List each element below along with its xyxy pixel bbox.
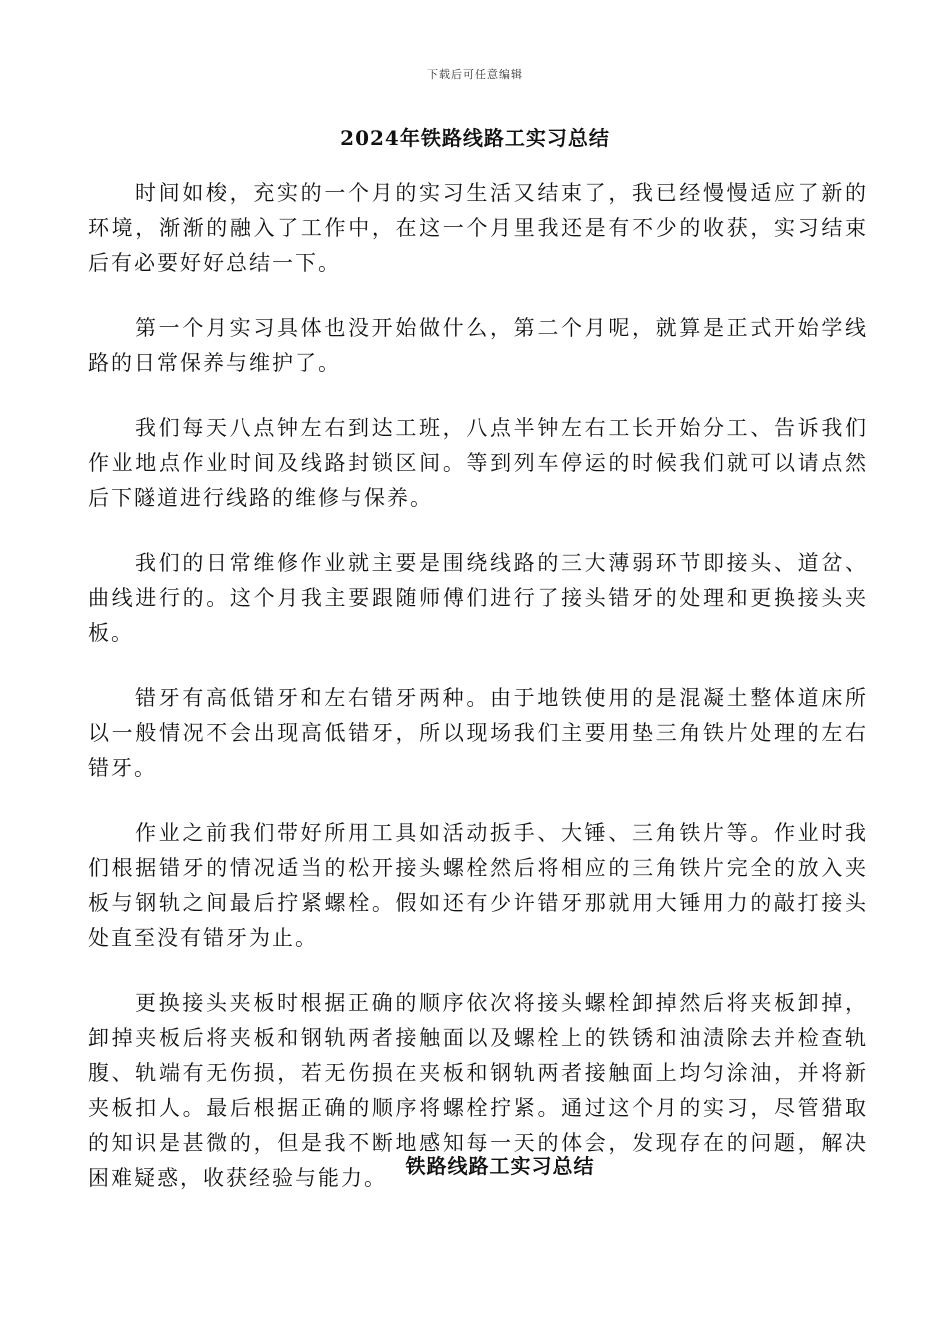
document-body <box>88 176 868 1226</box>
second-document-title: 铁路线路工实习总结 <box>405 1154 595 1178</box>
paragraph: 我们的日常维修作业就主要是围绕线路的三大薄弱环节即接头、道岔、曲线进行的。这个月我主要跟随师傅们进行了接头错牙的处理和更换接头夹板。 <box>88 551 868 645</box>
paragraph: 时间如梭，充实的一个月的实习生活又结束了，我已经慢慢适应了新的环境，渐渐的融入了工作中，在这一个月里我还是有不少的收获，实习结束后有必要好好总结一下。 <box>88 181 868 275</box>
paragraph: 错牙有高低错牙和左右错牙两种。由于地铁使用的是混凝土整体道床所以一般情况不会出现高低错牙，所以现场我们主要用垫三角铁片处理的左右错牙。 <box>88 686 868 780</box>
paragraph: 我们每天八点钟左右到达工班，八点半钟左右工长开始分工、告诉我们作业地点作业时间及线路封锁区间。等到列车停运的时候我们就可以请点然后下隧道进行线路的维修与保养。 <box>88 416 868 510</box>
header-note: 下载后可任意编辑 <box>427 68 523 81</box>
paragraph: 更换接头夹板时根据正确的顺序依次将接头螺栓卸掉然后将夹板卸掉，卸掉夹板后将夹板和钢轨两者接触面以及螺栓上的铁锈和油渍除去并检查轨腹、轨端有无伤损，若无伤损在夹板和钢轨两者接触面上均匀涂油，并将新夹板扣人。最后根据正确的顺序将螺栓拧紧。通过这个月的实习，尽管猎取的知识是甚微的，但是我不断地感知每一天的体会，发现存在的问题，解决困难疑惑，收获经验与能力。 <box>88 991 868 1190</box>
paragraph: 作业之前我们带好所用工具如活动扳手、大锤、三角铁片等。作业时我们根据错牙的情况适当的松开接头螺栓然后将相应的三角铁片完全的放入夹板与钢轨之间最后拧紧螺栓。假如还有少许错牙那就用大锤用力的敲打接头处直至没有错牙为止。 <box>88 821 868 950</box>
document-title: 2024年铁路线路工实习总结 <box>340 126 610 150</box>
paragraph: 第一个月实习具体也没开始做什么，第二个月呢，就算是正式开始学线路的日常保养与维护了。 <box>88 316 868 375</box>
